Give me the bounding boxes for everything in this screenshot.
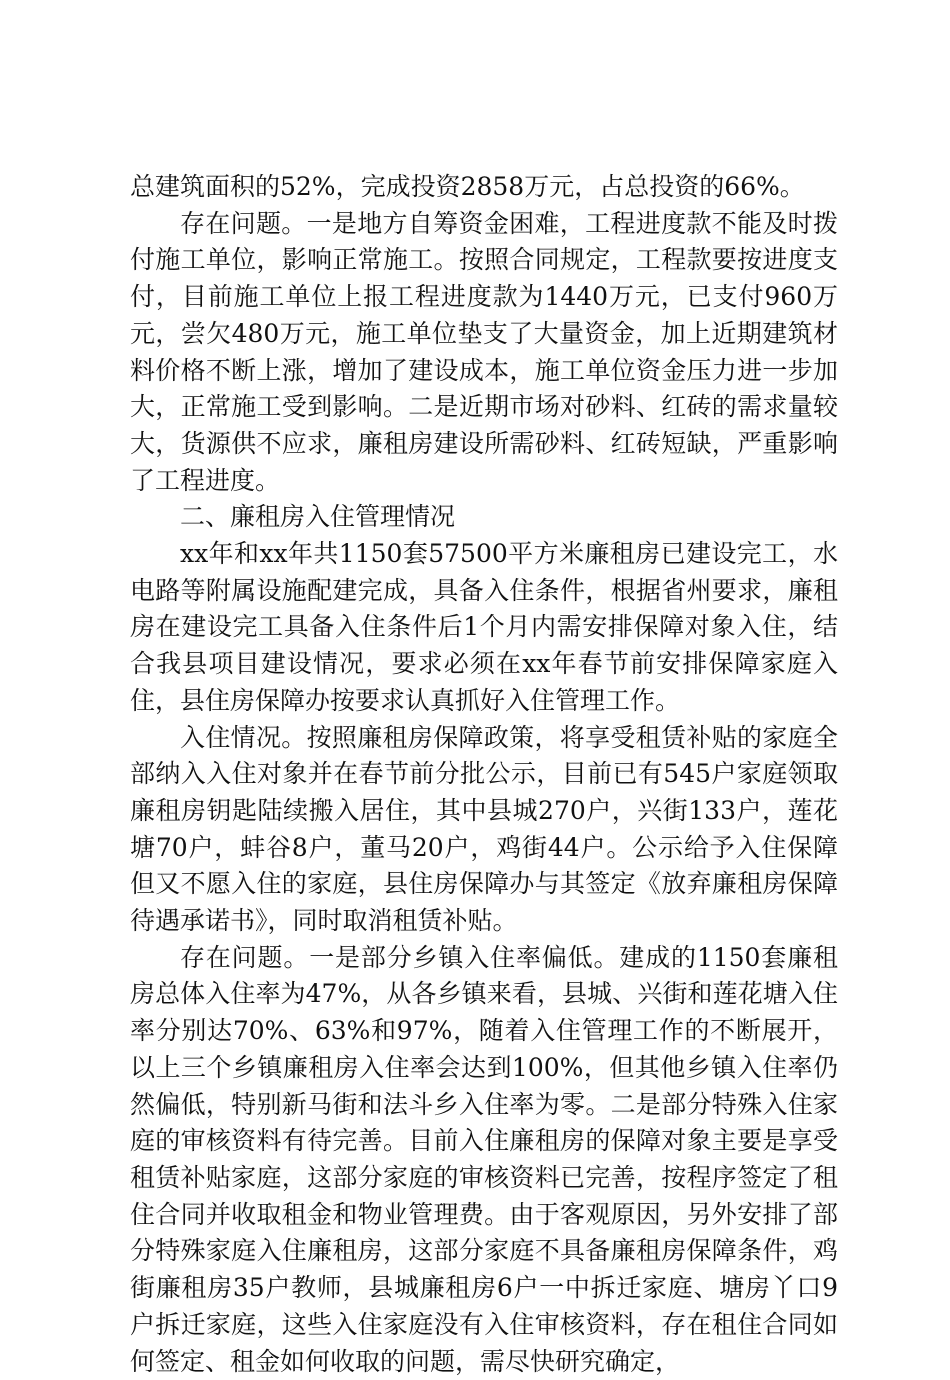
paragraph-construction-problems: 存在问题。一是地方自筹资金困难，工程进度款不能及时拨付施工单位，影响正常施工。按照合同规定，工程款要按进度支付，目前施工单位上报工程进度款为1440万元，已支付960万元，尝欠480万元，施工单位垫支了大量资金，加上近期建筑材料价格不断上涨，增加了建设成本，施工单位资金压力进一步加大，正常施工受到影响。二是近期市场对砂料、红砖的需求量较大，货源供不应求，廉租房建设所需砂料、红砖短缺，严重影响了工程进度。 (130, 208, 838, 495)
section-heading: 二、廉租房入住管理情况 (180, 502, 456, 532)
paragraph-occupancy-problems: 存在问题。一是部分乡镇入住率偏低。建成的1150套廉租房总体入住率为47%，从各乡镇来看，县城、兴街和莲花塘入住率分别达70%、63%和97%，随着入住管理工作的不断展开，以上三个乡镇廉租房入住率会达到100%，但其他乡镇入住率仍然偏低，特别新马街和法斗乡入住率为零。二是部分特殊入住家庭的审核资料有待完善。目前入住廉租房的保障对象主要是享受租赁补贴家庭，这部分家庭的审核资料已完善，按程序签定了租住合同并收取租金和物业管理费。由于客观原因，另外安排了部分特殊家庭入住廉租房，这部分家庭不具备廉租房保障条件，鸡街廉租房35户教师，县城廉租房6户一中拆迁家庭、塘房丫口9户拆迁家庭，这些入住家庭没有入住审核资料，存在租住合同如何签定、租金如何收取的问题，需尽快研究确定， (130, 942, 838, 1376)
paragraph-completion-overview: xx年和xx年共1150套57500平方米廉租房已建设完工，水电路等附属设施配建完成，具备入住条件，根据省州要求，廉租房在建设完工具备入住条件后1个月内需安排保障对象入住，结合我县项目建设情况，要求必须在xx年春节前安排保障家庭入住，县住房保障办按要求认真抓好入住管理工作。 (130, 539, 838, 715)
paragraph-continuation: 总建筑面积的52%，完成投资2858万元，占总投资的66%。 (130, 172, 805, 201)
document-body (130, 169, 838, 1380)
paragraph-occupancy-status: 入住情况。按照廉租房保障政策，将享受租赁补贴的家庭全部纳入入住对象并在春节前分批公示，目前已有545户家庭领取廉租房钥匙陆续搬入居住，其中县城270户，兴街133户，莲花塘70户，蚌谷8户，董马20户，鸡街44户。公示给予入住保障但又不愿入住的家庭，县住房保障办与其签定《放弃廉租房保障待遇承诺书》，同时取消租赁补贴。 (130, 722, 838, 936)
